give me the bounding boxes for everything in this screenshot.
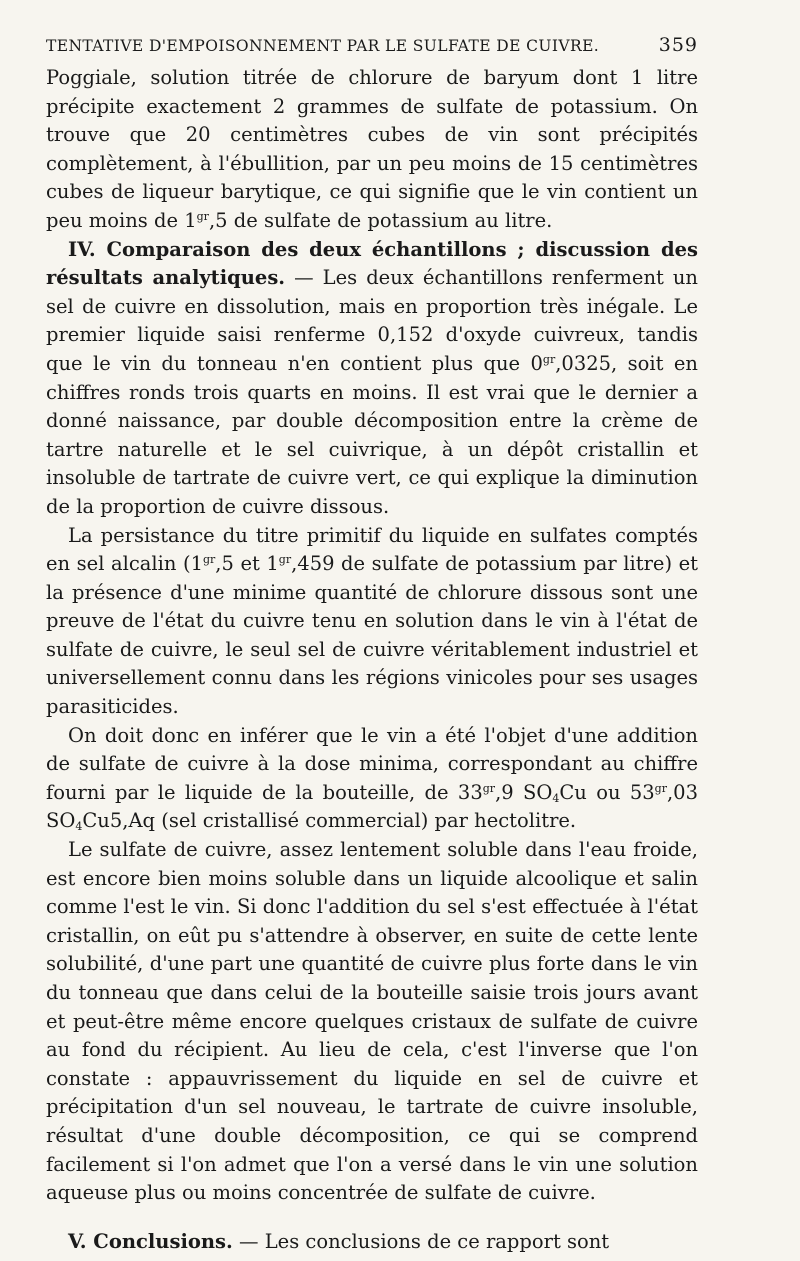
paragraph-1: Poggiale, solution titrée de chlorure de baryum dont 1 litre précipite exactement 2 grammes de sulfate de potassium. On trouve que 20 centimètres cubes de vin sont précipités complètement, à l'ébullition, par un peu moins de 15 centimètres cubes de liqueur barytique, ce qui signifie que le vin contient un peu moins de $1^{gr},5$ de sulfate de potassium au litre. [46,66,698,232]
section-heading-iv: IV. Comparaison des deux échantillons ; discussion des résultats analytiques. [46,237,698,290]
section-heading-v: V. Conclusions. [68,1229,233,1253]
paragraph-2: IV. Comparaison des deux échantillons ; discussion des résultats analytiques. — Les deux échantillons renferment un sel de cuivre en dissolution, mais en proportion très inégale. Le premier liquide saisi renferme 0,152 d'oxyde cuivreux, tandis que le vin du tonneau n'en contient plus que $0^{gr},0325$, soit en chiffres ronds trois quarts en moins. Il est vrai que le dernier a donné naissance, par double décomposition entre la crème de tartre naturelle et le sel cuivrique, à un dépôt cristallin et insoluble de tartrate de cuivre vert, ce qui explique la diminution de la proportion de cuivre dissous. [46,237,698,518]
paragraph-6: V. Conclusions. — Les conclusions de ce rapport sont [68,1229,610,1253]
paragraph-4: On doit donc en inférer que le vin a été l'objet d'une addition de sulfate de cuivre à la dose minima, correspondant au chiffre fourni par le liquide de la bouteille, de $33^{gr},9$ $SO_4Cu$ ou $53^{gr},03$ $SO_4Cu5,Aq$ (sel cristallisé commercial) par hectolitre. [46,723,698,834]
paragraph-5: Le sulfate de cuivre, assez lentement soluble dans l'eau froide, est encore bien moins soluble dans un liquide alcoolique et salin comme l'est le vin. Si donc l'addition du sel s'est effectuée à l'état cristallin, on eût pu s'attendre à observer, en suite de cette lente solubilité, d'une part une quantité de cuivre plus forte dans le vin du tonneau que dans celui de la bouteille saisie trois jours avant et peut-être même encore quelques cristaux de sulfate de cuivre au fond du récipient. Au lieu de cela, c'est l'inverse que l'on constate : appauvrissement du liquide en sel de cuivre et précipitation d'un sel nouveau, le tartrate de cuivre insoluble, résultat d'une double décomposition, ce qui se comprend facilement si l'on admet que l'on a versé dans le vin une solution aqueuse plus ou moins concentrée de sulfate de cuivre. [46,838,698,1205]
page [46,34,698,1256]
running-title: TENTATIVE D'EMPOISONNEMENT PAR LE SULFATE DE CUIVRE. [46,37,600,55]
running-head [46,34,698,64]
page-number: 359 [658,34,698,56]
paragraph-3: La persistance du titre primitif du liquide en sulfates comptés en sel alcalin ($1^{gr},5$ et $1^{gr},459$ de sulfate de potassium par litre) et la présence d'une minime quantité de chlorure dissous sont une preuve de l'état du cuivre tenu en solution dans le vin à l'état de sulfate de cuivre, le seul sel de cuivre véritablement industriel et universellement connu dans les régions vinicoles pour ses usages parasiticides. [46,523,698,719]
